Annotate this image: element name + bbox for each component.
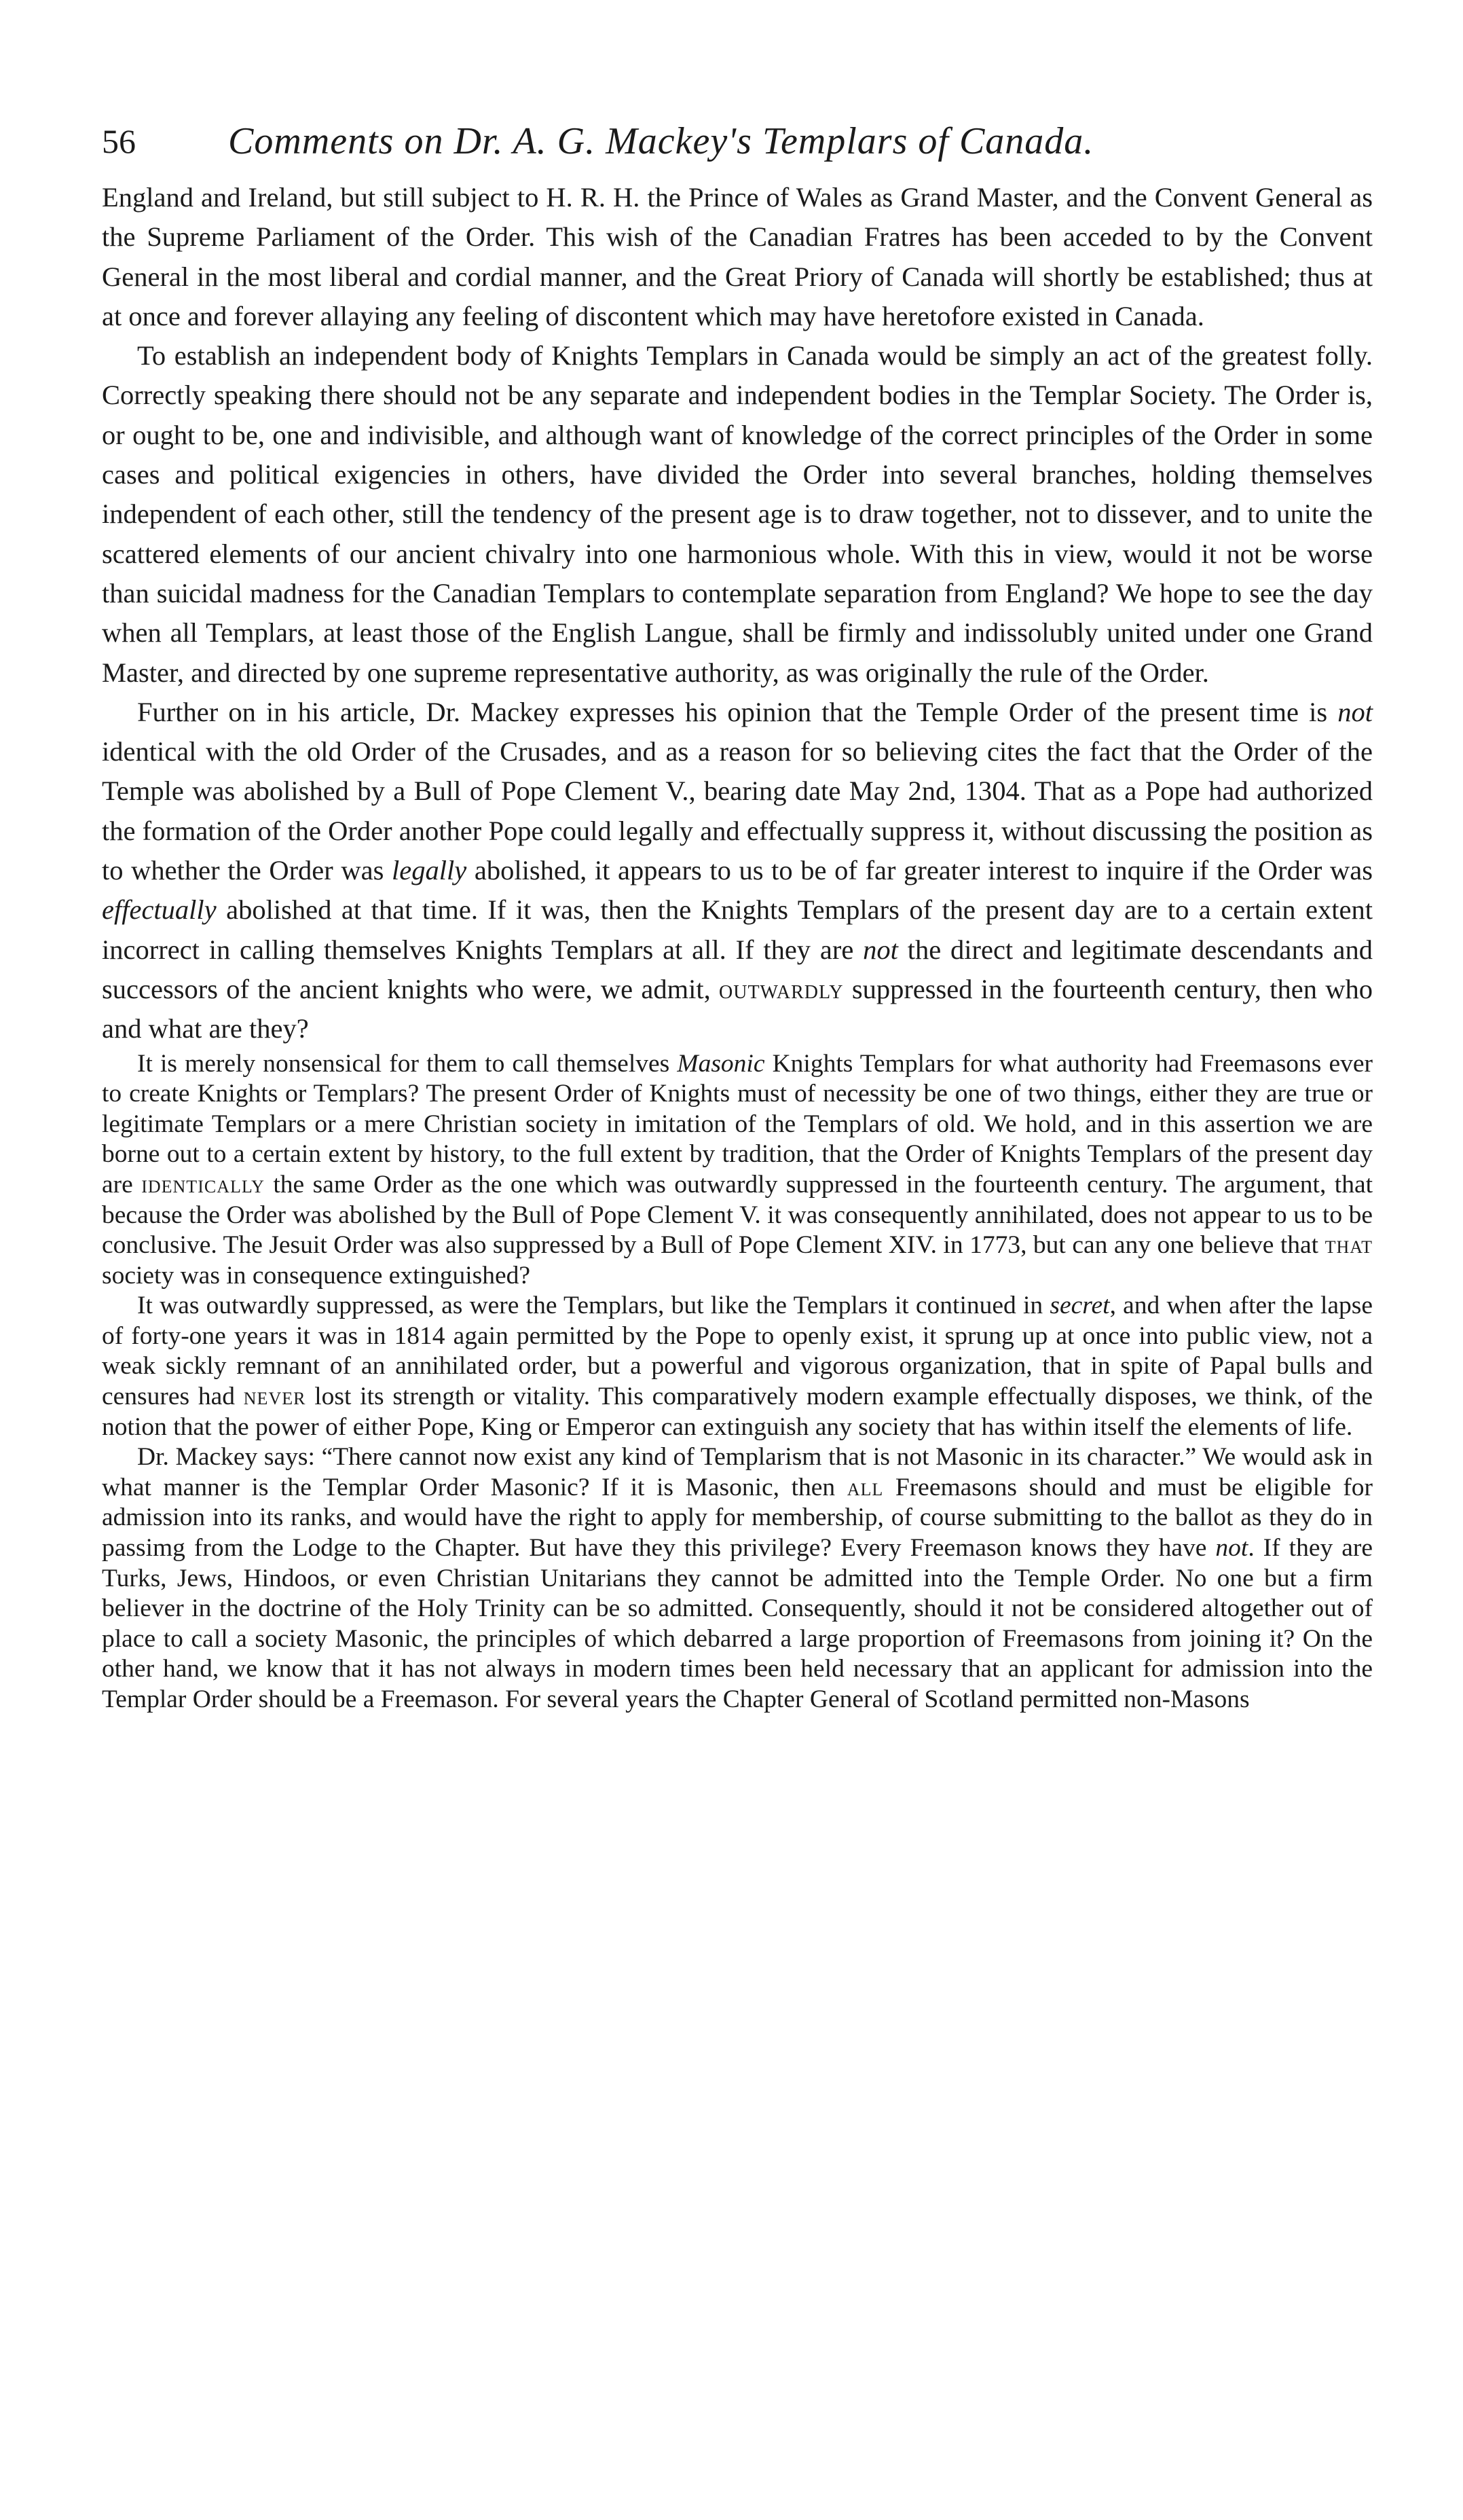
text-run: lost its strength or vitality. This comparatively modern example effectually disposes, we think, of the notion that the power of either Pope, King or Emperor can extinguish any society that has within itself the elements of life. <box>102 1383 1373 1441</box>
small-caps-run: identically <box>141 1170 265 1199</box>
text-run: Further on in his article, Dr. Mackey expresses his opinion that the Temple Order of the present time is <box>137 696 1328 727</box>
italic-run: Masonic <box>677 1049 765 1078</box>
paragraph-masonic-character <box>102 1442 1373 1715</box>
text-run: . If they are Turks, Jews, Hindoos, or even Christian Unitarians they cannot be admitted into the Temple Order. No one but a firm believer in the doctrine of the Holy Trinity can be so admitted. Consequently, should it not be considered altogether out of place to call a society Masonic, the principles of which debarred a large proportion of Freemasons from joining it? On the other hand, we know that it has not always in modern times been held necessary that an applicant for admission into the Templar Order should be a Freemason. For several years the Chapter General of Scotland permitted non-Masons <box>102 1534 1373 1713</box>
text-run: suppressed in the fourteenth century, then who and what are they? <box>102 973 1373 1044</box>
text-run: abolished, it appears to us to be of far greater interest to inquire if the Order was <box>474 855 1373 886</box>
small-caps-run: all <box>847 1473 884 1501</box>
text-run: Dr. Mackey says: “There cannot now exist any kind of Templarism that is not Masonic in its character.” We would ask in what manner is the Templar Order Masonic? If it is Masonic, then <box>102 1443 1373 1501</box>
small-caps-run: outwardly <box>719 973 844 1004</box>
text-run: identical with the old Order of the Crusades, and as a reason for so believing cites the fact that the Order of the Temple was abolished by a Bull of Pope Clement V., bearing date May 2nd, 1304. That as a Pope had authorized the formation of the Order another Pope could legally and effectually suppress it, without discussing the position as to whether the Order was <box>102 736 1373 886</box>
paragraph-text: To establish an independent body of Knights Templars in Canada would be simply an act of the greatest folly. Correctly speaking there should not be any separate and independent bodies in the Templar Society. The Order is, or ought to be, one and indivisible, and although want of knowledge of the correct principles of the Order in some cases and political exigencies in others, have divided the Order into several branches, holding themselves independent of each other, still the tendency of the present age is to draw together, not to dissever, and to unite the scattered elements of our ancient chivalry into one harmonious whole. With this in view, would it not be worse than suicidal madness for the Canadian Templars to contemplate separation from England? We hope to see the day when all Templars, at least those of the English Langue, shall be firmly and indissolubly united under one Grand Master, and directed by one supreme representative authority, as was originally the rule of the Order. <box>102 340 1373 688</box>
text-run: society was in consequence extinguished? <box>102 1261 531 1290</box>
text-run: , and when after the lapse of forty-one years it was in 1814 again permitted by the Pope to openly exist, it sprung up at once into public view, not a weak sickly remnant of an annihilated order, but a powerful and vigorous organization, that in spite of Papal bulls and censures had <box>102 1292 1373 1411</box>
text-run: the direct and legitimate descendants and successors of the ancient knights who were, we admit, <box>102 934 1373 1004</box>
page-number: 56 <box>102 122 136 160</box>
italic-run: secret <box>1050 1292 1110 1320</box>
text-run: It is merely nonsensical for them to call themselves <box>137 1049 670 1078</box>
paragraph-mackey-opinion <box>102 693 1373 1049</box>
text-run: Freemasons should and must be eligible for admission into its ranks, and would have the right to apply for membership, of course submitting to the ballot as they do in passimg from the Lodge to the Chapter. But have they this privilege? Every Freemason knows they have <box>102 1473 1373 1563</box>
running-title: Comments on Dr. A. G. Mackey's Templars of Canada. <box>228 120 1094 162</box>
italic-run: not <box>863 934 898 965</box>
text-run: It was outwardly suppressed, as were the Templars, but like the Templars it continued in <box>137 1292 1043 1320</box>
paragraph-text: England and Ireland, but still subject to H. R. H. the Prince of Wales as Grand Master, and the Convent General as the Supreme Parliament of the Order. This wish of the Canadian Fratres has been acceded to by the Convent General in the most liberal and cordial manner, and the Great Priory of Canada will shortly be established; thus at at once and forever allaying any feeling of discontent which may have heretofore existed in Canada. <box>102 182 1373 331</box>
page-header <box>102 114 1371 175</box>
paragraph-independent-body <box>102 336 1373 693</box>
small-caps-run: that <box>1325 1231 1373 1260</box>
paragraph-jesuit-example <box>102 1291 1373 1442</box>
italic-run: legally <box>392 855 467 886</box>
italic-run: effectually <box>102 894 217 926</box>
italic-run: not <box>1215 1534 1248 1563</box>
paragraph-continued <box>102 178 1373 336</box>
body-text <box>102 178 1373 1715</box>
text-run: the same Order as the one which was outwardly suppressed in the fourteenth century. The argument, that because the Order was abolished by the Bull of Pope Clement V. it was consequently annihilated, does not appear to us to be conclusive. The Jesuit Order was also suppressed by a Bull of Pope Clement XIV. in 1773, but can any one believe that <box>102 1170 1373 1260</box>
small-caps-run: never <box>243 1383 306 1411</box>
text-run: Knights Templars for what authority had Freemasons ever to create Knights or Templars? The present Order of Knights must of necessity be one of two things, either they are true or legitimate Templars or a mere Christian society in imitation of the Templars of old. We hold, and in this assertion we are borne out to a certain extent by history, to the full extent by tradition, that the Order of Knights Templars of the present day are <box>102 1049 1373 1199</box>
text-run: abolished at that time. If it was, then the Knights Templars of the present day are to a certain extent incorrect in calling themselves Knights Templars at all. If they are <box>102 894 1373 965</box>
italic-run: not <box>1337 696 1373 727</box>
paragraph-masonic-knights <box>102 1049 1373 1292</box>
